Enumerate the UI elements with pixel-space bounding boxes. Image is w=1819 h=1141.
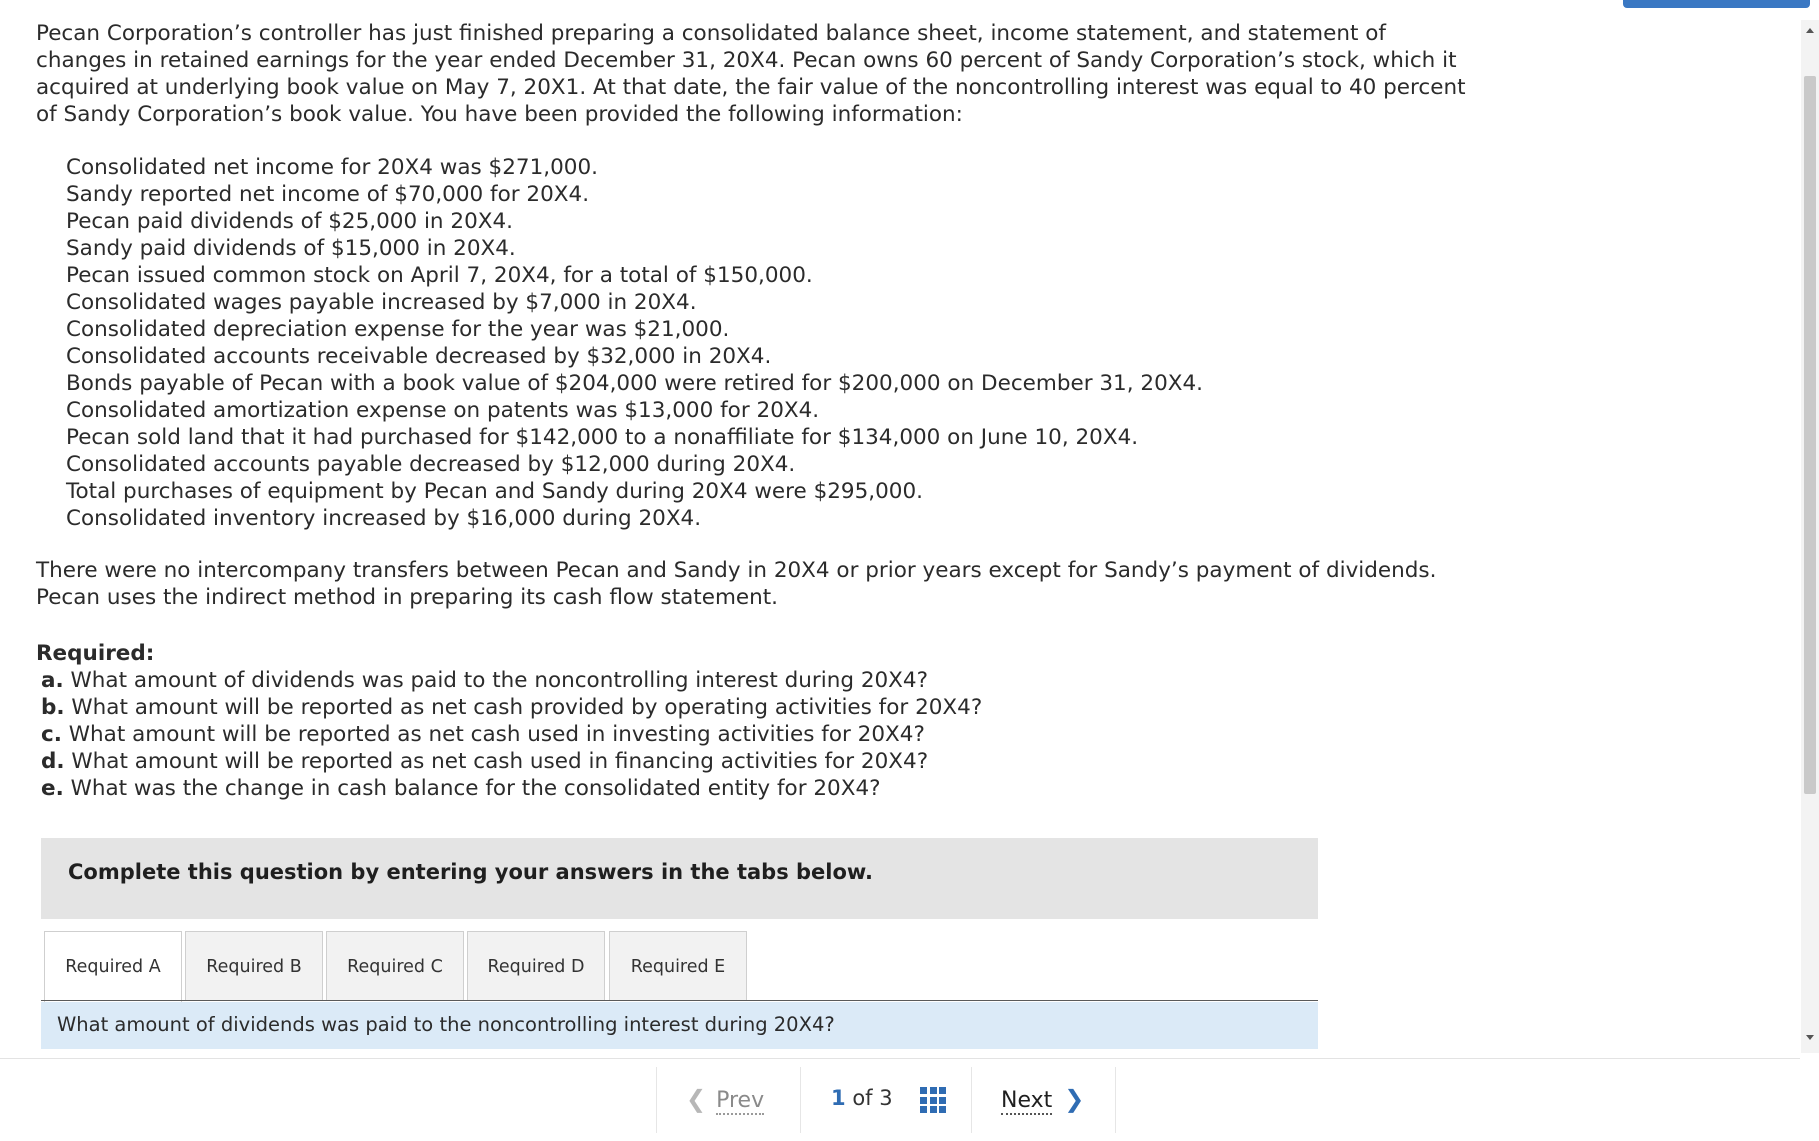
intro-paragraph: Pecan Corporation’s controller has just finished preparing a consolidated balance sheet, income statement, and statement of changes in retained earnings for the year ended December 31, 20X4. Pecan owns 60 percent of Sandy Corporation’s stock, which it acquired at underlying book value on May 7, 20X1. At that date, the fair value of the noncontrolling interest was equal to 40 percent of Sandy Corporation’s book value. You have been provided the following information: xyxy=(36,21,1466,127)
required-letter: c. xyxy=(41,722,62,747)
chevron-left-icon: ❮ xyxy=(686,1085,707,1113)
tab-underline xyxy=(41,1000,1318,1001)
fact-item: Pecan sold land that it had purchased for $142,000 to a nonaffiliate for $134,000 on June 10, 20X4. xyxy=(66,425,1139,450)
tab-required-b[interactable]: Required B xyxy=(185,931,323,1001)
total-pages: 3 xyxy=(879,1086,893,1110)
prev-label: Prev xyxy=(716,1088,765,1113)
instructions-panel xyxy=(41,838,1318,919)
required-item-e xyxy=(41,775,1466,802)
fact-item: Sandy paid dividends of $15,000 in 20X4. xyxy=(66,236,516,261)
instructions-text: Complete this question by entering your answers in the tabs below. xyxy=(68,860,873,884)
required-letter: a. xyxy=(41,668,64,693)
required-heading: Required: xyxy=(36,641,155,666)
tab-required-c[interactable]: Required C xyxy=(326,931,464,1001)
active-question-bar xyxy=(41,1002,1318,1049)
page-of-label: of xyxy=(852,1086,873,1110)
nav-divider xyxy=(800,1067,801,1133)
vertical-scrollbar[interactable] xyxy=(1801,20,1819,1053)
fact-item: Pecan paid dividends of $25,000 in 20X4. xyxy=(66,209,513,234)
grid-view-icon[interactable] xyxy=(920,1087,946,1113)
fact-item: Bonds payable of Pecan with a book value of $204,000 were retired for $200,000 on December 31, 20X4. xyxy=(66,371,1203,396)
fact-item: Consolidated accounts receivable decreased by $32,000 in 20X4. xyxy=(66,344,772,369)
tab-required-e[interactable]: Required E xyxy=(609,931,747,1001)
note-paragraph: There were no intercompany transfers between Pecan and Sandy in 20X4 or prior years except for Sandy’s payment of dividends. Pecan uses the indirect method in preparing its cash flow statement. xyxy=(36,558,1437,610)
tab-required-d[interactable]: Required D xyxy=(467,931,605,1001)
fact-item: Total purchases of equipment by Pecan and Sandy during 20X4 were $295,000. xyxy=(66,479,923,504)
nav-divider xyxy=(656,1067,657,1133)
active-question-text: What amount of dividends was paid to the noncontrolling interest during 20X4? xyxy=(57,1013,835,1036)
required-letter: b. xyxy=(41,695,65,720)
footer-divider xyxy=(0,1058,1800,1059)
chevron-right-icon: ❯ xyxy=(1064,1085,1085,1113)
nav-divider xyxy=(971,1067,972,1133)
fact-item: Consolidated wages payable increased by $7,000 in 20X4. xyxy=(66,290,697,315)
required-text: What amount will be reported as net cash used in investing activities for 20X4? xyxy=(68,722,925,747)
facts-list xyxy=(66,154,1466,532)
required-item-c xyxy=(41,721,1466,748)
next-button[interactable] xyxy=(1001,1085,1084,1113)
fact-item: Consolidated inventory increased by $16,000 during 20X4. xyxy=(66,506,702,531)
nav-divider xyxy=(1115,1067,1116,1133)
fact-item: Consolidated amortization expense on patents was $13,000 for 20X4. xyxy=(66,398,820,423)
tab-required-a[interactable]: Required A xyxy=(44,931,182,1003)
required-text: What amount will be reported as net cash provided by operating activities for 20X4? xyxy=(71,695,983,720)
page-indicator xyxy=(831,1086,893,1110)
required-text: What amount of dividends was paid to the noncontrolling interest during 20X4? xyxy=(70,668,928,693)
fact-item: Consolidated depreciation expense for the year was $21,000. xyxy=(66,317,730,342)
required-text: What was the change in cash balance for the consolidated entity for 20X4? xyxy=(70,776,881,801)
required-letter: d. xyxy=(41,749,65,774)
fact-item: Pecan issued common stock on April 7, 20X4, for a total of $150,000. xyxy=(66,263,813,288)
required-text: What amount will be reported as net cash used in financing activities for 20X4? xyxy=(71,749,929,774)
pagination-nav xyxy=(656,1067,1116,1133)
required-letter: e. xyxy=(41,776,64,801)
scrollbar-thumb[interactable] xyxy=(1804,76,1816,794)
scroll-up-arrow-icon[interactable] xyxy=(1806,28,1814,33)
next-label: Next xyxy=(1001,1088,1053,1113)
top-accent-bar xyxy=(1623,0,1810,8)
scroll-down-arrow-icon[interactable] xyxy=(1806,1035,1814,1040)
required-item-a xyxy=(41,667,1466,694)
fact-item: Consolidated accounts payable decreased by $12,000 during 20X4. xyxy=(66,452,796,477)
required-item-b xyxy=(41,694,1466,721)
prev-button[interactable] xyxy=(686,1085,764,1113)
current-page: 1 xyxy=(831,1086,846,1110)
required-item-d xyxy=(41,748,1466,775)
question-content xyxy=(36,20,1466,802)
fact-item: Consolidated net income for 20X4 was $271,000. xyxy=(66,155,598,180)
required-list xyxy=(41,667,1466,802)
fact-item: Sandy reported net income of $70,000 for 20X4. xyxy=(66,182,590,207)
